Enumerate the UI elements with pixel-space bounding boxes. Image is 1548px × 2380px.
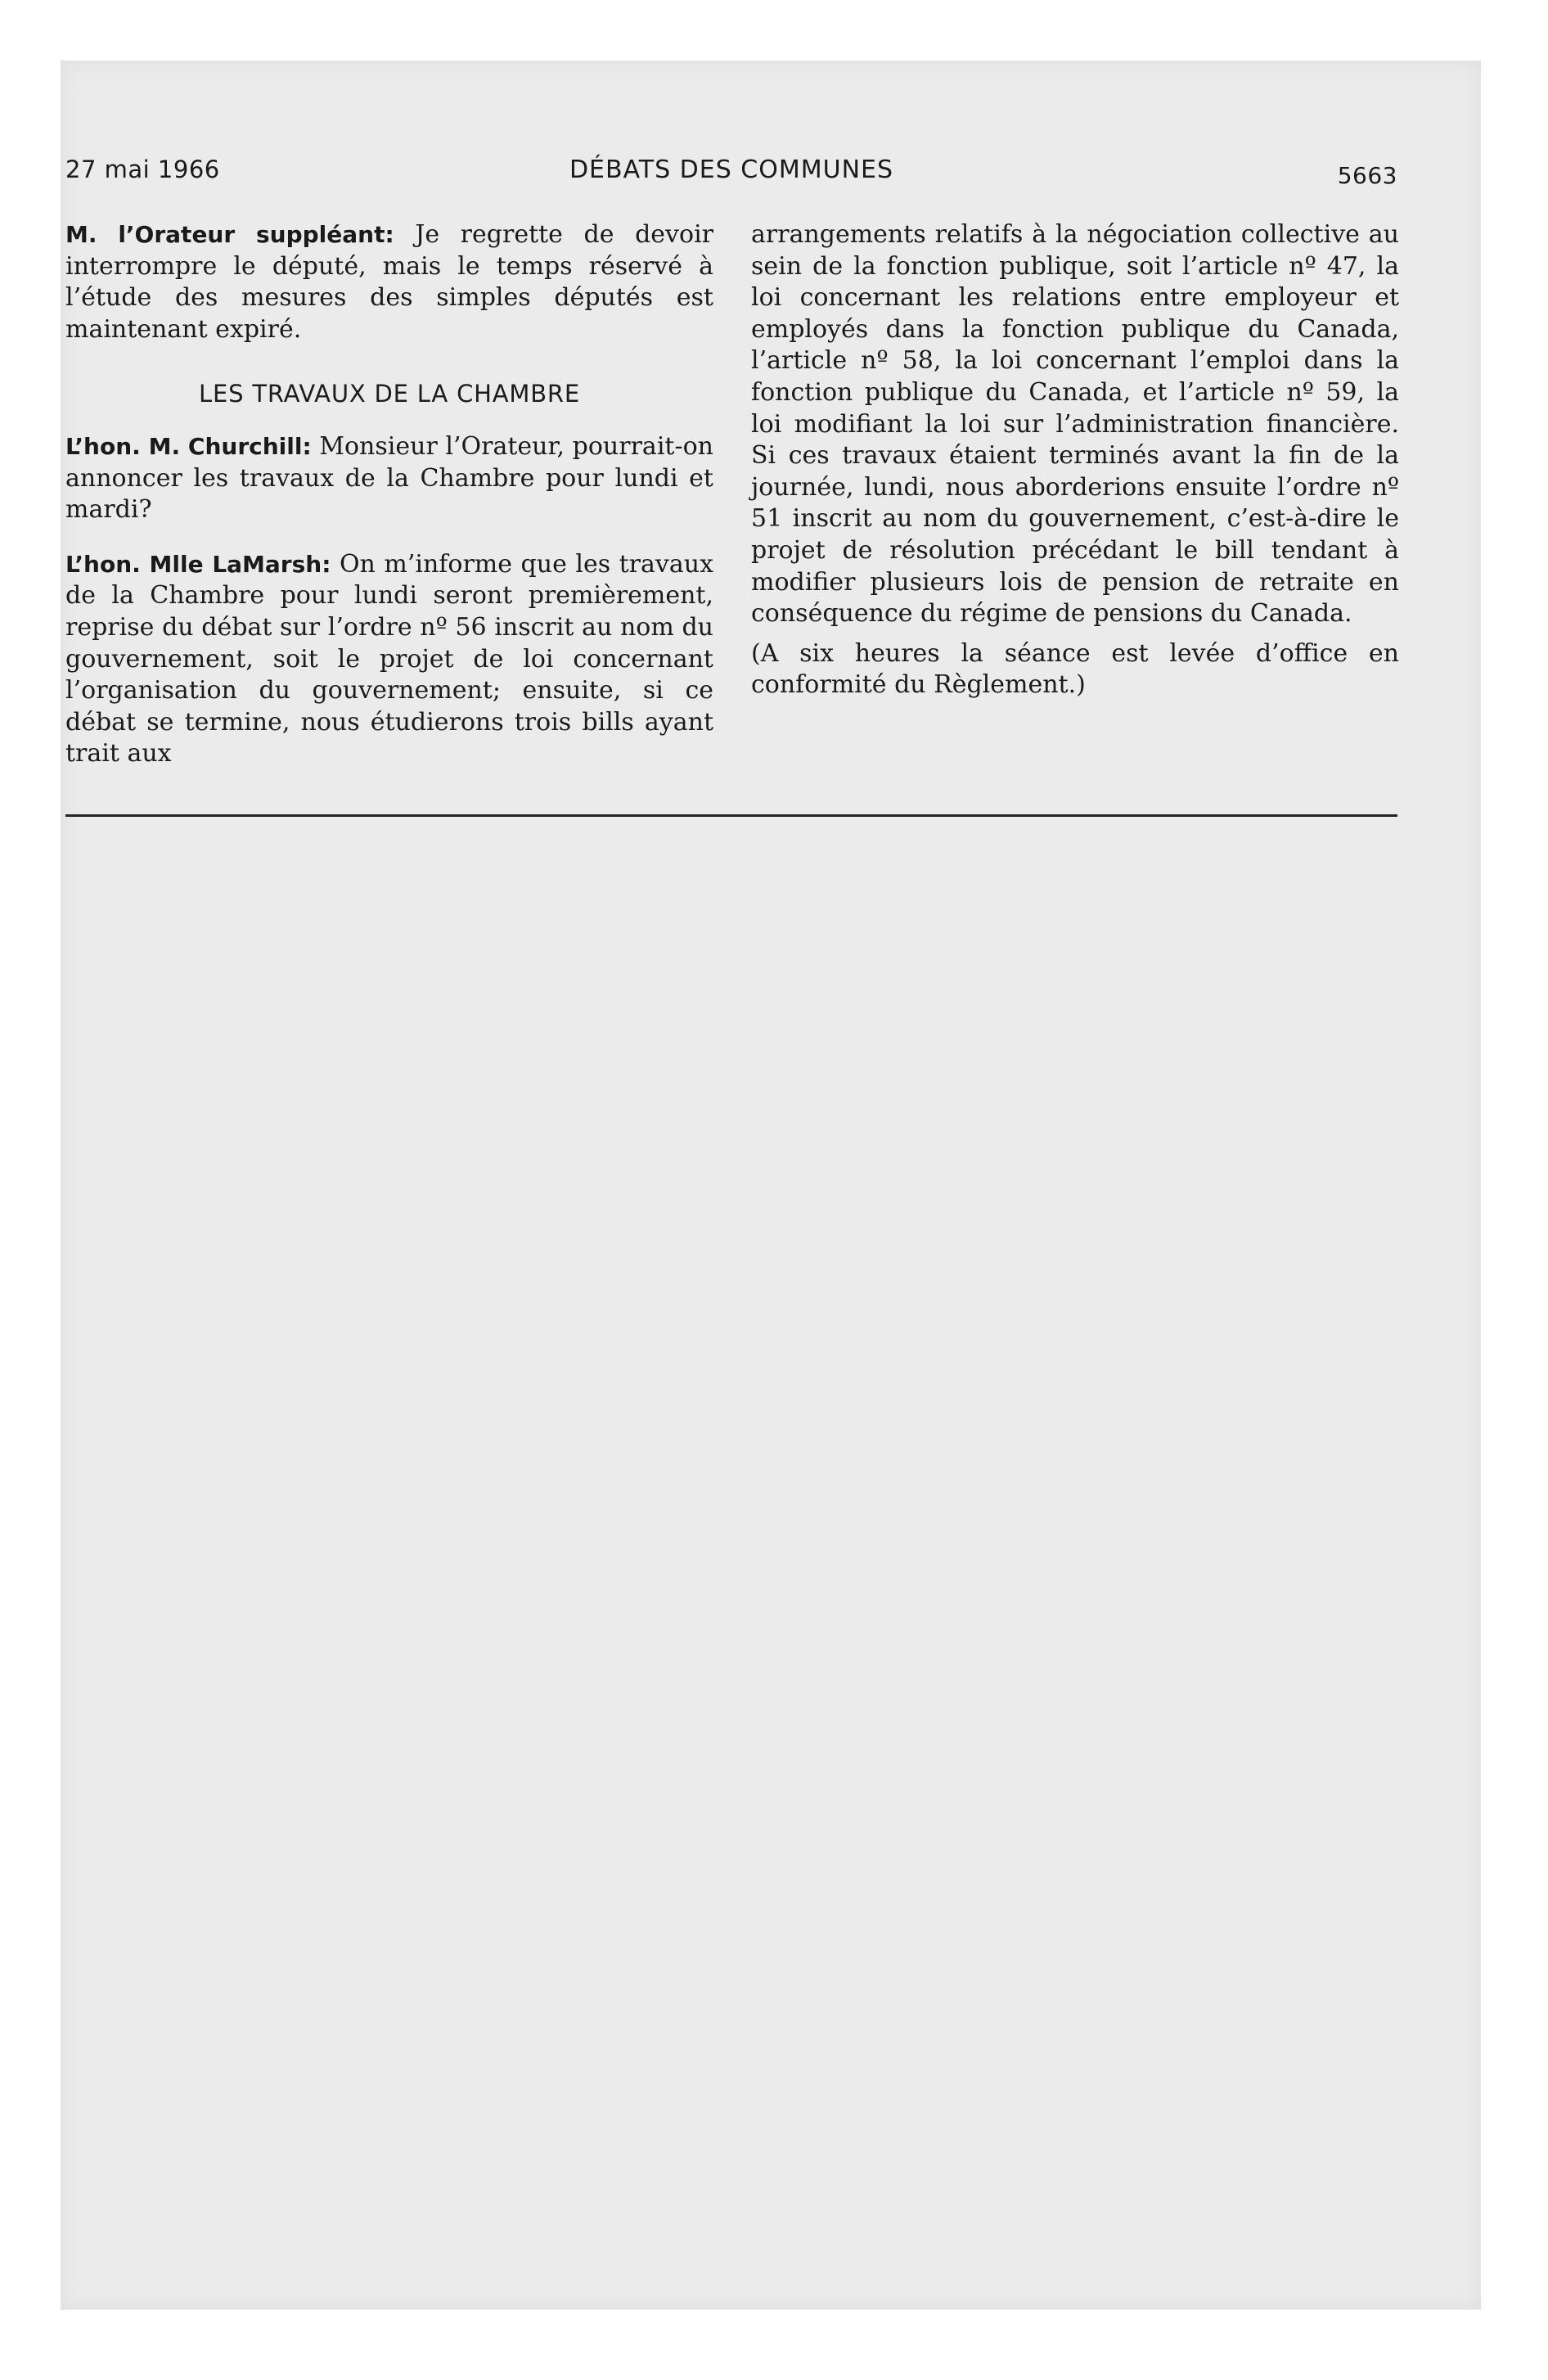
speaker-name: L’hon. Mlle LaMarsh:: [65, 550, 331, 578]
paragraph-churchill: [65, 431, 713, 526]
page-header: [65, 156, 1397, 196]
page-number: 5663: [1337, 162, 1397, 189]
paragraph-adjournment: (A six heures la séance est levée d’office en conformité du Règlement.): [751, 638, 1399, 700]
paragraph-lamarsh: [65, 549, 713, 770]
section-heading: LES TRAVAUX DE LA CHAMBRE: [199, 380, 580, 408]
paragraph-orateur: [65, 219, 713, 345]
right-column: [751, 219, 1399, 701]
end-rule: [65, 814, 1397, 817]
paragraph-text: Monsieur l’Orateur, pourrait-on annoncer les travaux de la Chambre pour lundi et mardi?: [65, 431, 713, 525]
speaker-name: L’hon. M. Churchill:: [65, 432, 312, 460]
header-title: DÉBATS DES COMMUNES: [569, 156, 894, 184]
speaker-name: M. l’Orateur suppléant:: [65, 221, 394, 248]
paragraph-text: On m’informe que les travaux de la Chambre pour lundi seront premièrement, reprise du débat sur l’ordre nº 56 inscrit au nom du gouvernement, soit le projet de loi concernant l’organisation du gouvernement; ensuite, si ce débat se termine, nous étudierons trois bills ayant trait aux: [65, 549, 713, 769]
paragraph-text: Je regrette de devoir interrompre le député, mais le temps réservé à l’étude des mesures des simples députés est maintenant expiré.: [65, 220, 714, 344]
paragraph-continuation: arrangements relatifs à la négociation collective au sein de la fonction publique, soit l’article nº 47, la loi concernant les relations entre employeur et employés dans la fonction publique du Canada, l’article nº 58, la loi concernant l’emploi dans la fonction publique du Canada, et l’article nº 59, la loi modifiant la loi sur l’administration financière. Si ces travaux étaient terminés avant la fin de la journée, lundi, nous aborderions ensuite l’ordre nº 51 inscrit au nom du gouvernement, c’est-à-dire le projet de résolution précédant le bill tendant à modifier plusieurs lois de pension de retraite en conséquence du régime de pensions du Canada.: [751, 220, 1399, 629]
left-column: [65, 219, 713, 770]
header-date: 27 mai 1966: [65, 156, 220, 183]
